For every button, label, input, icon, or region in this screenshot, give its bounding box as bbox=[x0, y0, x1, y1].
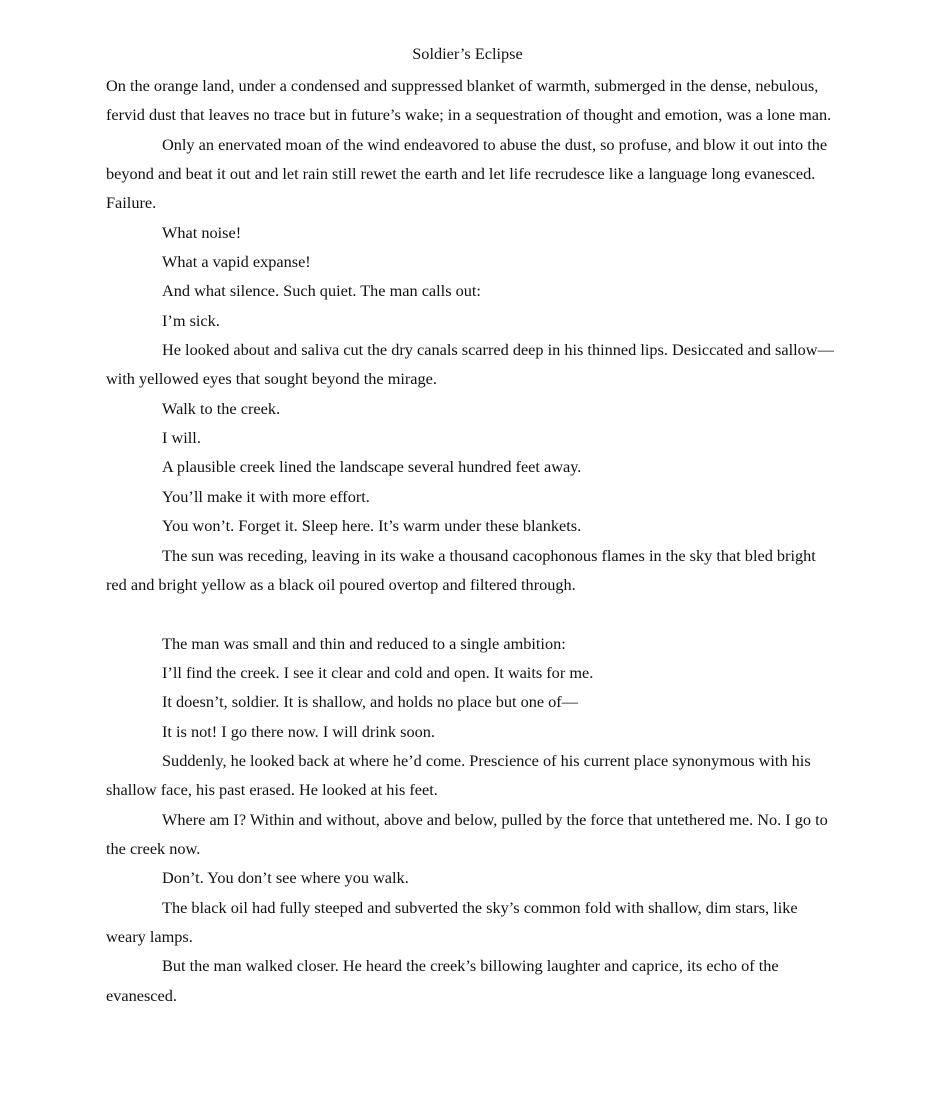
paragraph: Don’t. You don’t see where you walk. bbox=[162, 868, 409, 888]
paragraph: I will. bbox=[162, 428, 201, 448]
paragraph: And what silence. Such quiet. The man calls out: bbox=[162, 281, 481, 301]
paragraph: Walk to the creek. bbox=[162, 398, 281, 418]
document-body bbox=[106, 71, 834, 1010]
paragraph: It doesn’t, soldier. It is shallow, and holds no place but one of— bbox=[162, 692, 579, 712]
paragraph: On the orange land, under a condensed and suppressed blanket of warmth, submerged in the dense, nebulous, fervid dust that leaves no trace but in future’s wake; in a sequestration of thought and emotion, was a lone man. bbox=[106, 76, 832, 125]
paragraph: It is not! I go there now. I will drink soon. bbox=[162, 721, 435, 741]
section-break bbox=[106, 599, 834, 628]
paragraph: But the man walked closer. He heard the creek’s billowing laughter and caprice, its echo of the evanesced. bbox=[106, 956, 779, 1005]
paragraph: I’ll find the creek. I see it clear and cold and open. It waits for me. bbox=[162, 662, 594, 682]
paragraph: He looked about and saliva cut the dry canals scarred deep in his thinned lips. Desiccated and sallow—with yellowed eyes that sought beyond the mirage. bbox=[106, 340, 834, 389]
paragraph: The sun was receding, leaving in its wake a thousand cacophonous flames in the sky that bled bright red and bright yellow as a black oil poured overtop and filtered through. bbox=[106, 545, 816, 594]
paragraph: Suddenly, he looked back at where he’d come. Prescience of his current place synonymous with his shallow face, his past erased. He looked at his feet. bbox=[106, 750, 811, 800]
paragraph: What noise! bbox=[162, 222, 242, 242]
paragraph: The black oil had fully steeped and subverted the sky’s common fold with shallow, dim stars, like weary lamps. bbox=[106, 897, 798, 946]
paragraph: Where am I? Within and without, above and below, pulled by the force that untethered me. No. I go to the creek now. bbox=[106, 809, 828, 858]
paragraph: What a vapid expanse! bbox=[162, 252, 311, 272]
paragraph: You won’t. Forget it. Sleep here. It’s warm under these blankets. bbox=[162, 516, 582, 536]
document-title: Soldier’s Eclipse bbox=[412, 44, 523, 63]
paragraph: The man was small and thin and reduced to a single ambition: bbox=[162, 633, 566, 653]
paragraph: A plausible creek lined the landscape several hundred feet away. bbox=[162, 457, 582, 477]
paragraph: You’ll make it with more effort. bbox=[162, 486, 370, 506]
paragraph: Only an enervated moan of the wind endeavored to abuse the dust, so profuse, and blow it out into the beyond and beat it out and let rain still rewet the earth and let life recrudesce like a language long evanesced. Failure. bbox=[106, 134, 828, 213]
paragraph: I’m sick. bbox=[162, 310, 220, 330]
